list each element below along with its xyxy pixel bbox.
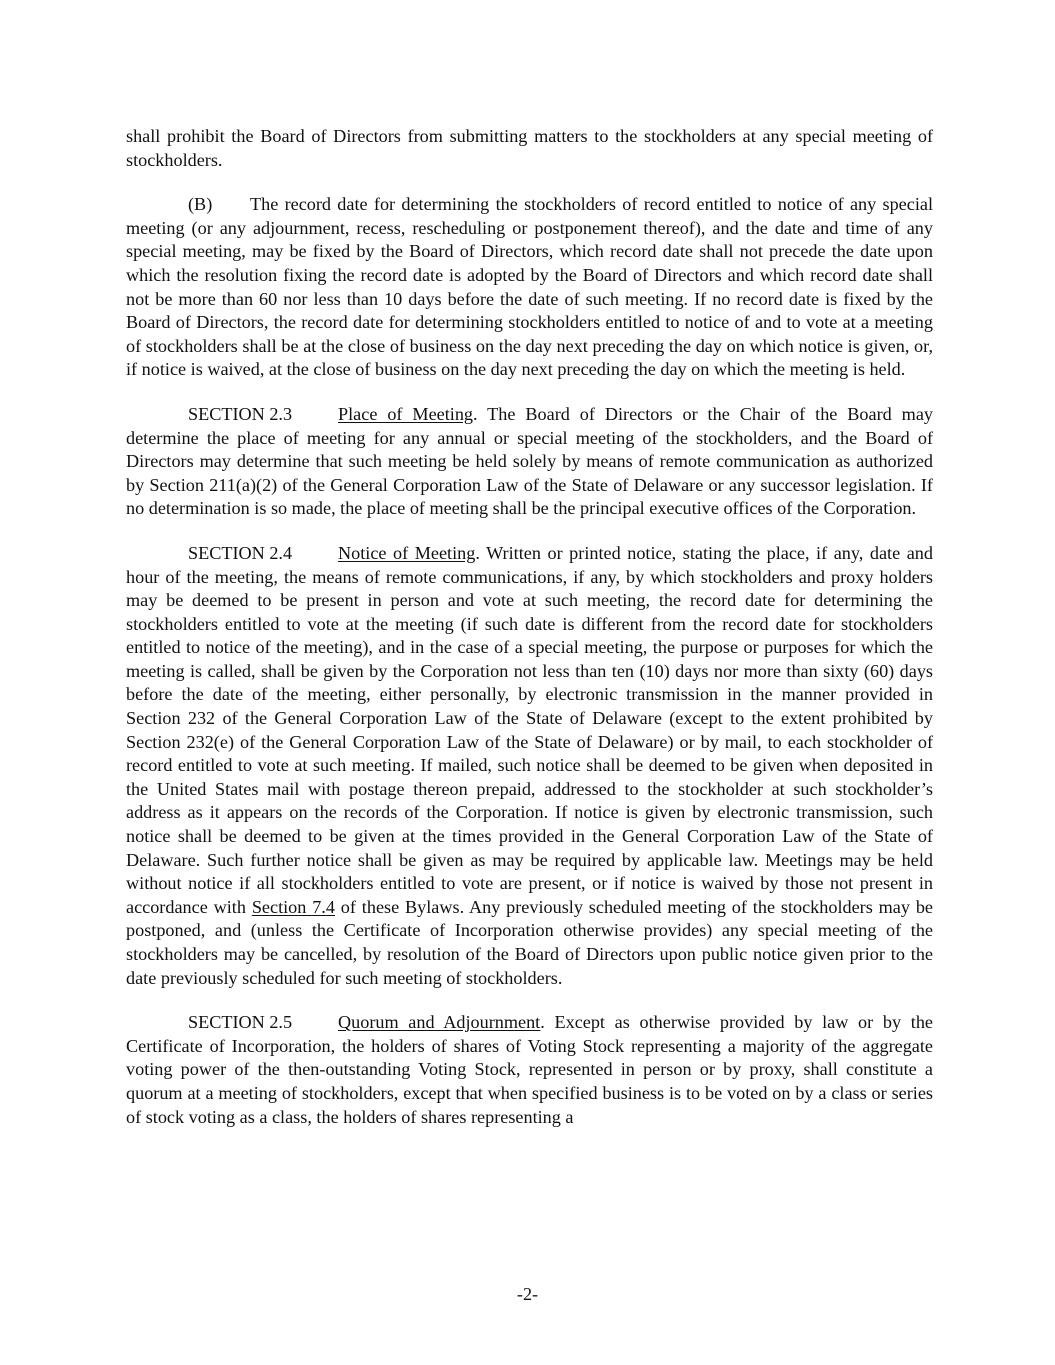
section-2-4 — [126, 542, 933, 990]
section-2-5-title: Quorum and Adjournment — [338, 1012, 541, 1033]
paragraph-continuation — [126, 125, 933, 172]
section-7-4-reference: Section 7.4 — [251, 896, 335, 917]
section-2-5-number: SECTION 2.5 — [188, 1012, 293, 1033]
section-2-5 — [126, 1011, 933, 1129]
paragraph-b-label: (B) — [188, 194, 213, 215]
section-2-5-text: . Except as otherwise provided by law or by the Certificate of Incorporation, the holders of shares of Voting Stock representing a majority of the aggregate voting power of the then-outstanding Voting Stock, represented in person or by proxy, shall constitute a quorum at a meeting of stockholders, except that when specified business is to be voted on by a class or series of stock voting as a class, the holders of shares representing a — [126, 1012, 933, 1127]
section-2-3-number: SECTION 2.3 — [188, 403, 293, 424]
section-2-3-text: . The Board of Directors or the Chair of the Board may determine the place of meeting for any annual or special meeting of the stockholders, and the Board of Directors may determine that such meeting be held solely by means of remote communication as authorized by Section 211(a)(2) of the General Corporation Law of the State of Delaware or any successor legislation. If no determination is so made, the place of meeting shall be the principal executive offices of the Corporation. — [126, 403, 933, 519]
paragraph-continuation-text: shall prohibit the Board of Directors from submitting matters to the stockholders at any special meeting of stockholders. — [126, 126, 933, 170]
section-2-4-number: SECTION 2.4 — [188, 542, 293, 563]
page-number: -2- — [516, 1284, 539, 1304]
section-2-4-text: . Written or printed notice, stating the place, if any, date and hour of the meeting, the means of remote communications, if any, by which stockholders and proxy holders may be deemed to be present in person and vote at such meeting, the record date for determining the stockholders entitled to vote at the meeting (if such date is different from the record date for stockholders entitled to notice of the meeting), and in the case of a special meeting, the purpose or purposes for which the meeting is called, shall be given by the Corporation not less than ten (10) days nor more than sixty (60) days before the date of the meeting, either personally, by electronic transmission in the manner provided in Section 232 of the General Corporation Law of the State of Delaware (except to the extent prohibited by Section 232(e) of the General Corporation Law of the State of Delaware) or by mail, to each stockholder of record entitled to vote at such meeting. If mailed, such notice shall be deemed to be given when deposited in the United States mail with postage thereon prepaid, addressed to the stockholder at such stockholder’s address as it appears on the records of the Corporation. If notice is given by electronic transmission, such notice shall be deemed to be given at the times provided in the General Corporation Law of the State of Delaware. Such further notice shall be given as may be required by applicable law. Meetings may be held without notice if all stockholders entitled to vote are present, or if notice is waived by those not present in accordance with — [126, 542, 933, 917]
section-2-4-title: Notice of Meeting — [338, 542, 476, 563]
section-2-4-text-end: of these Bylaws. Any previously scheduled meeting of the stockholders may be postponed, and (unless the Certificate of Incorporation otherwise provides) any special meeting of the stockholders may be cancelled, by resolution of the Board of Directors upon public notice given prior to the date previously scheduled for such meeting of stockholders. — [126, 896, 933, 988]
document-page — [126, 125, 933, 1150]
paragraph-b-text: The record date for determining the stockholders of record entitled to notice of any special meeting (or any adjournment, recess, rescheduling or postponement thereof), and the date and time of any special meeting, may be fixed by the Board of Directors, which record date shall not precede the date upon which the resolution fixing the record date is adopted by the Board of Directors and which record date shall not be more than 60 nor less than 10 days before the date of such meeting. If no record date is fixed by the Board of Directors, the record date for determining stockholders entitled to notice of and to vote at a meeting of stockholders shall be at the close of business on the day next preceding the day on which notice is given, or, if notice is waived, at the close of business on the day next preceding the day on which the meeting is held. — [126, 194, 933, 380]
section-2-3 — [126, 403, 933, 521]
section-2-3-title: Place of Meeting — [338, 403, 474, 424]
paragraph-b — [126, 193, 933, 382]
